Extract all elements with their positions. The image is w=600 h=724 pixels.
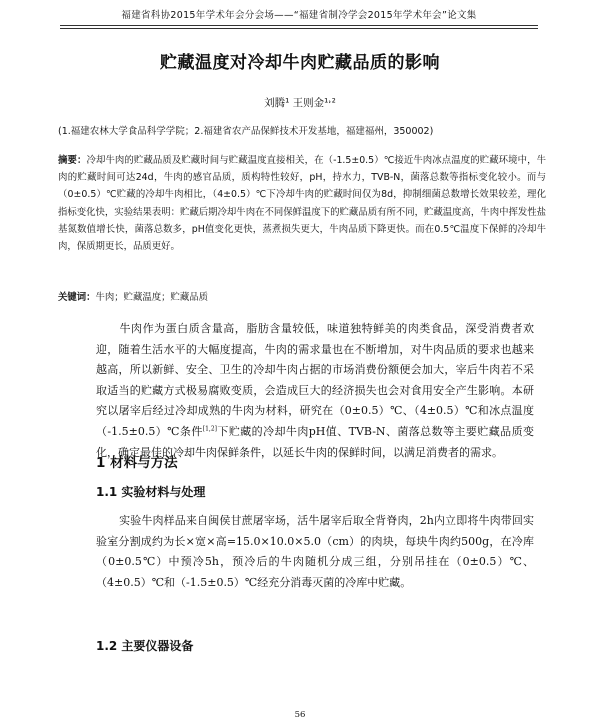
running-header-text: 福建省科协2015年学术年会分会场——“福建省制冷学会2015年学术年会”论文集 [121, 10, 477, 21]
running-header [60, 10, 538, 26]
affiliation: (1.福建农林大学食品科学学院；2.福建省农产品保鲜技术开发基地，福建福州，350002) [58, 126, 434, 137]
keywords-text: 牛肉；贮藏温度；贮藏品质 [95, 292, 209, 303]
abstract [58, 152, 546, 255]
section-1-1-text: 实验牛肉样品来自闽侯甘蔗屠宰场，活牛屠宰后取全背脊肉，2h内立即将牛肉带回实验室分割成约为长×宽×高=15.0×10.0×5.0（cm）的肉块，每块牛肉约500g，在冷库（0±0.5℃）中预冷5h，预冷后的牛肉随机分成三组，分别吊挂在（0±0.5）℃、（4±0.5）℃和（-1.5±0.5）℃经充分消毒灭菌的冷库中贮藏。 [96, 514, 534, 589]
keywords-label: 关键词： [58, 292, 96, 303]
authors: 刘腾¹ 王则金¹˒² [264, 97, 336, 109]
page-number: 56 [294, 710, 306, 720]
section-heading-1-2: 1.2 主要仪器设备 [96, 639, 194, 653]
section-1-1-paragraph [96, 511, 534, 593]
intro-text-part1: 牛肉作为蛋白质含量高，脂肪含量较低，味道独特鲜美的肉类食品，深受消费者欢迎，随着生活水平的大幅度提高，牛肉的需求量也在不断增加，对牛肉品质的要求也越来越高，所以新鲜、安全、卫生的冷却牛肉占据的市场消费份额便会加大，宰后牛肉若不采取适当的贮藏方式极易腐败变质，会造成巨大的经济损失也会对食用安全产生影响。本研究以屠宰后经过冷却成熟的牛肉为材料，研究在（0±0.5）℃、（4±0.5）℃和冰点温度（-1.5±0.5）℃条件 [96, 322, 534, 438]
abstract-text: 冷却牛肉的贮藏品质及贮藏时间与贮藏温度直接相关，在（-1.5±0.5）℃接近牛肉冰点温度的贮藏环境中，牛肉的贮藏时间可达24d，牛肉的感官品质，质构特性较好，pH，持水力，TVB-N，菌落总数等指标变化较小。而与（0±0.5）℃贮藏的冷却牛肉相比，（4±0.5）℃下冷却牛肉的贮藏时间仅为8d，抑制细菌总数增长效果较差，理化指标变化快，实验结果表明：贮藏后期冷却牛肉在不同保鲜温度下的贮藏品质有所不同，贮藏温度高，牛肉中挥发性盐基氮数值增长快，菌落总数多，pH值变化更快，蒸煮损失更大，牛肉品质下降更快。而在0.5℃温度下保鲜的冷却牛肉，保质期更长，品质更好。 [58, 155, 546, 253]
paper-title: 贮藏温度对冷却牛肉贮藏品质的影响 [160, 53, 440, 73]
abstract-label: 摘要： [58, 155, 87, 166]
section-heading-1-1: 1.1 实验材料与处理 [96, 485, 206, 499]
keywords [58, 289, 546, 303]
section-heading-1: 1 材料与方法 [96, 455, 178, 471]
intro-text-part2: 下贮藏的冷却牛肉pH值、TVB-N、菌落总数等主要贮藏品质变化，确定最佳的冷却牛肉保鲜条件，以延长牛肉的保鲜时间，以满足消费者的需求。 [96, 424, 534, 459]
intro-paragraph [96, 319, 534, 463]
header-rule [60, 28, 538, 29]
citation: [1,2] [202, 425, 217, 433]
